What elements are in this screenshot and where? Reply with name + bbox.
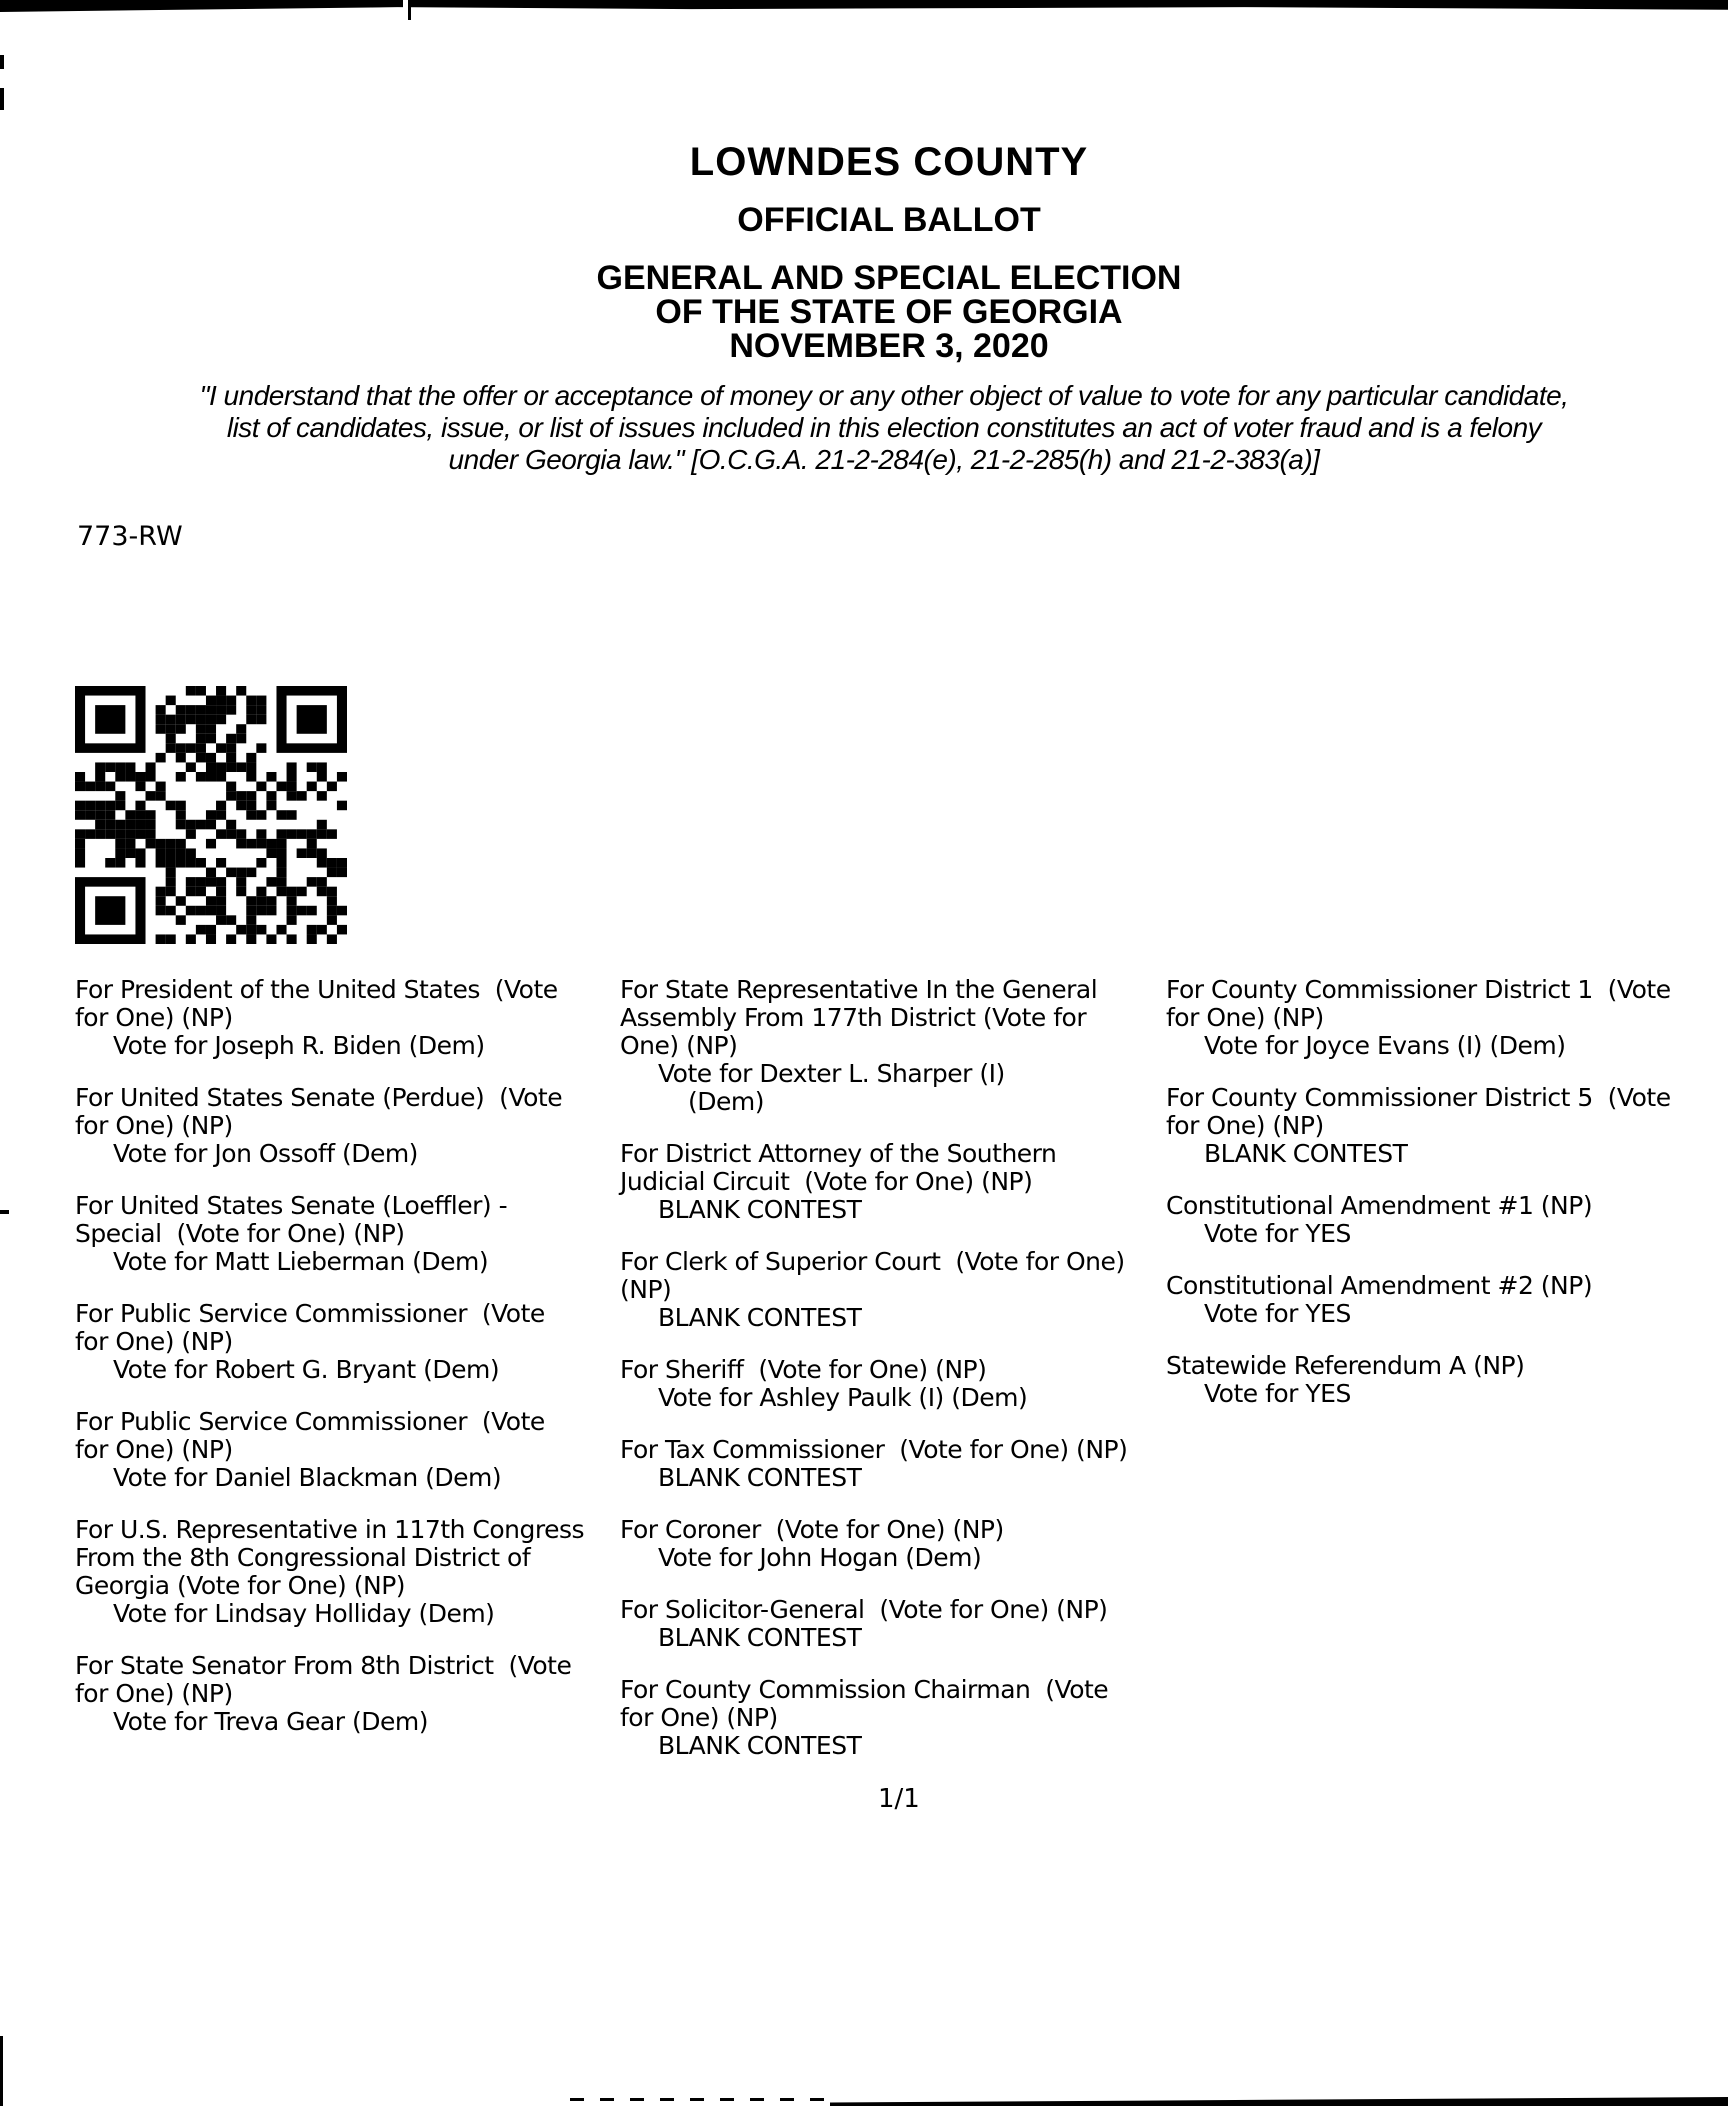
ballot-column: [75, 976, 621, 1760]
selection-line: BLANK CONTEST: [658, 1623, 862, 1652]
scan-artifact-left-tick: [0, 55, 4, 69]
contest-block: [1166, 1352, 1728, 1408]
contest-line: For State Senator From 8th District (Vote: [75, 1651, 572, 1680]
contest-block: [1166, 1084, 1728, 1168]
election-line: GENERAL AND SPECIAL ELECTION: [596, 259, 1182, 297]
contest-line: For United States Senate (Loeffler) -: [75, 1191, 508, 1220]
contest-block: [75, 1300, 621, 1384]
contest-block: [1166, 1272, 1728, 1328]
scan-artifact-bottom-dashes: [570, 2098, 830, 2101]
scan-artifact-bottom-bar: [830, 2096, 1728, 2106]
contest-line: From the 8th Congressional District of: [75, 1543, 531, 1572]
contest-line: for One) (NP): [1166, 1003, 1324, 1032]
qr-code-icon: [75, 686, 347, 944]
selection-line: Vote for Matt Lieberman (Dem): [113, 1247, 489, 1276]
selection-line: BLANK CONTEST: [1204, 1139, 1408, 1168]
ballot-header: [50, 140, 1728, 363]
selection-line: Vote for Dexter L. Sharper (I): [658, 1059, 1005, 1088]
county-title: LOWNDES COUNTY: [689, 140, 1089, 184]
contest-line: For Solicitor-General (Vote for One) (NP): [620, 1595, 1108, 1624]
contest-line: For Tax Commissioner (Vote for One) (NP): [620, 1435, 1128, 1464]
selection-line: Vote for Robert G. Bryant (Dem): [113, 1355, 500, 1384]
selection-line: (Dem): [688, 1087, 764, 1116]
selection-line: Vote for Joseph R. Biden (Dem): [113, 1031, 485, 1060]
disclaimer-line: list of candidates, issue, or list of issues included in this election constitutes an act of voter fraud and is a felony: [226, 412, 1542, 443]
selection-line: Vote for YES: [1204, 1299, 1351, 1328]
contest-line: for One) (NP): [1166, 1111, 1324, 1140]
disclaimer-line: "I understand that the offer or acceptance of money or any other object of value to vote for any particular candidate,: [199, 380, 1569, 411]
contest-line: for One) (NP): [75, 1435, 233, 1464]
contest-line: (NP): [620, 1275, 672, 1304]
selection-line: Vote for YES: [1204, 1379, 1351, 1408]
contest-block: [1166, 976, 1728, 1060]
contest-line: for One) (NP): [75, 1679, 233, 1708]
contest-line: For Public Service Commissioner (Vote: [75, 1299, 545, 1328]
contest-line: Special (Vote for One) (NP): [75, 1219, 405, 1248]
contest-block: [75, 976, 621, 1060]
scan-artifact-top-bar: [0, 0, 1728, 13]
contest-line: For Clerk of Superior Court (Vote for One): [620, 1247, 1125, 1276]
scan-artifact-left-dash: [0, 1210, 9, 1214]
contest-line: One) (NP): [620, 1031, 738, 1060]
contest-line: for One) (NP): [75, 1111, 233, 1140]
contest-line: For County Commissioner District 5 (Vote: [1166, 1083, 1671, 1112]
election-line: OF THE STATE OF GEORGIA: [655, 293, 1123, 331]
selection-line: BLANK CONTEST: [658, 1731, 862, 1760]
disclaimer-line: under Georgia law." [O.C.G.A. 21-2-284(e), 21-2-285(h) and 21-2-383(a)]: [448, 444, 1320, 475]
contest-line: for One) (NP): [75, 1003, 233, 1032]
selection-line: Vote for Joyce Evans (I) (Dem): [1204, 1031, 1566, 1060]
selection-line: Vote for Treva Gear (Dem): [113, 1707, 428, 1736]
ballot-type-title: OFFICIAL BALLOT: [737, 201, 1041, 239]
scan-artifact-left-line: [0, 2036, 3, 2106]
selection-line: Vote for Ashley Paulk (I) (Dem): [658, 1383, 1028, 1412]
contest-block: [620, 1248, 1167, 1332]
contest-block: [75, 1084, 621, 1168]
contest-block: [75, 1192, 621, 1276]
contest-line: For Public Service Commissioner (Vote: [75, 1407, 545, 1436]
contest-line: For Coroner (Vote for One) (NP): [620, 1515, 1004, 1544]
contest-block: [620, 976, 1167, 1116]
contest-line: Statewide Referendum A (NP): [1166, 1351, 1525, 1380]
contest-line: For United States Senate (Perdue) (Vote: [75, 1083, 563, 1112]
contest-block: [620, 1436, 1167, 1492]
scan-artifact-top-tick: [408, 0, 411, 20]
contest-line: For District Attorney of the Southern: [620, 1139, 1057, 1168]
contest-block: [620, 1516, 1167, 1572]
selection-line: BLANK CONTEST: [658, 1195, 862, 1224]
ballot-column: [620, 976, 1167, 1784]
contest-line: For State Representative In the General: [620, 975, 1098, 1004]
selection-line: BLANK CONTEST: [658, 1303, 862, 1332]
contest-line: For County Commission Chairman (Vote: [620, 1675, 1109, 1704]
contest-line: Constitutional Amendment #2 (NP): [1166, 1271, 1593, 1300]
selection-line: Vote for Jon Ossoff (Dem): [113, 1139, 418, 1168]
contest-line: For President of the United States (Vote: [75, 975, 558, 1004]
ballot-column: [1166, 976, 1728, 1432]
contest-line: For U.S. Representative in 117th Congress: [75, 1515, 585, 1544]
contest-block: [620, 1676, 1167, 1760]
contest-line: For Sheriff (Vote for One) (NP): [620, 1355, 987, 1384]
selection-line: BLANK CONTEST: [658, 1463, 862, 1492]
contest-block: [620, 1596, 1167, 1652]
election-title: [50, 261, 1728, 363]
election-line: NOVEMBER 3, 2020: [729, 327, 1049, 365]
contest-line: Constitutional Amendment #1 (NP): [1166, 1191, 1593, 1220]
contest-line: For County Commissioner District 1 (Vote: [1166, 975, 1671, 1004]
contest-block: [620, 1356, 1167, 1412]
selection-line: Vote for Daniel Blackman (Dem): [113, 1463, 502, 1492]
ballot-style-code: 773-RW: [77, 521, 183, 552]
contest-block: [75, 1652, 621, 1736]
contest-line: Assembly From 177th District (Vote for: [620, 1003, 1087, 1032]
contest-line: Judicial Circuit (Vote for One) (NP): [620, 1167, 1033, 1196]
page-number: 1/1: [878, 1784, 920, 1814]
voter-fraud-disclaimer: [40, 380, 1728, 476]
contest-line: for One) (NP): [620, 1703, 778, 1732]
contest-line: for One) (NP): [75, 1327, 233, 1356]
scan-artifact-left-tick: [0, 88, 4, 110]
selection-line: Vote for Lindsay Holliday (Dem): [113, 1599, 495, 1628]
contest-block: [75, 1516, 621, 1628]
contest-block: [1166, 1192, 1728, 1248]
contest-block: [75, 1408, 621, 1492]
contest-block: [620, 1140, 1167, 1224]
selection-line: Vote for John Hogan (Dem): [658, 1543, 982, 1572]
contest-line: Georgia (Vote for One) (NP): [75, 1571, 406, 1600]
selection-line: Vote for YES: [1204, 1219, 1351, 1248]
